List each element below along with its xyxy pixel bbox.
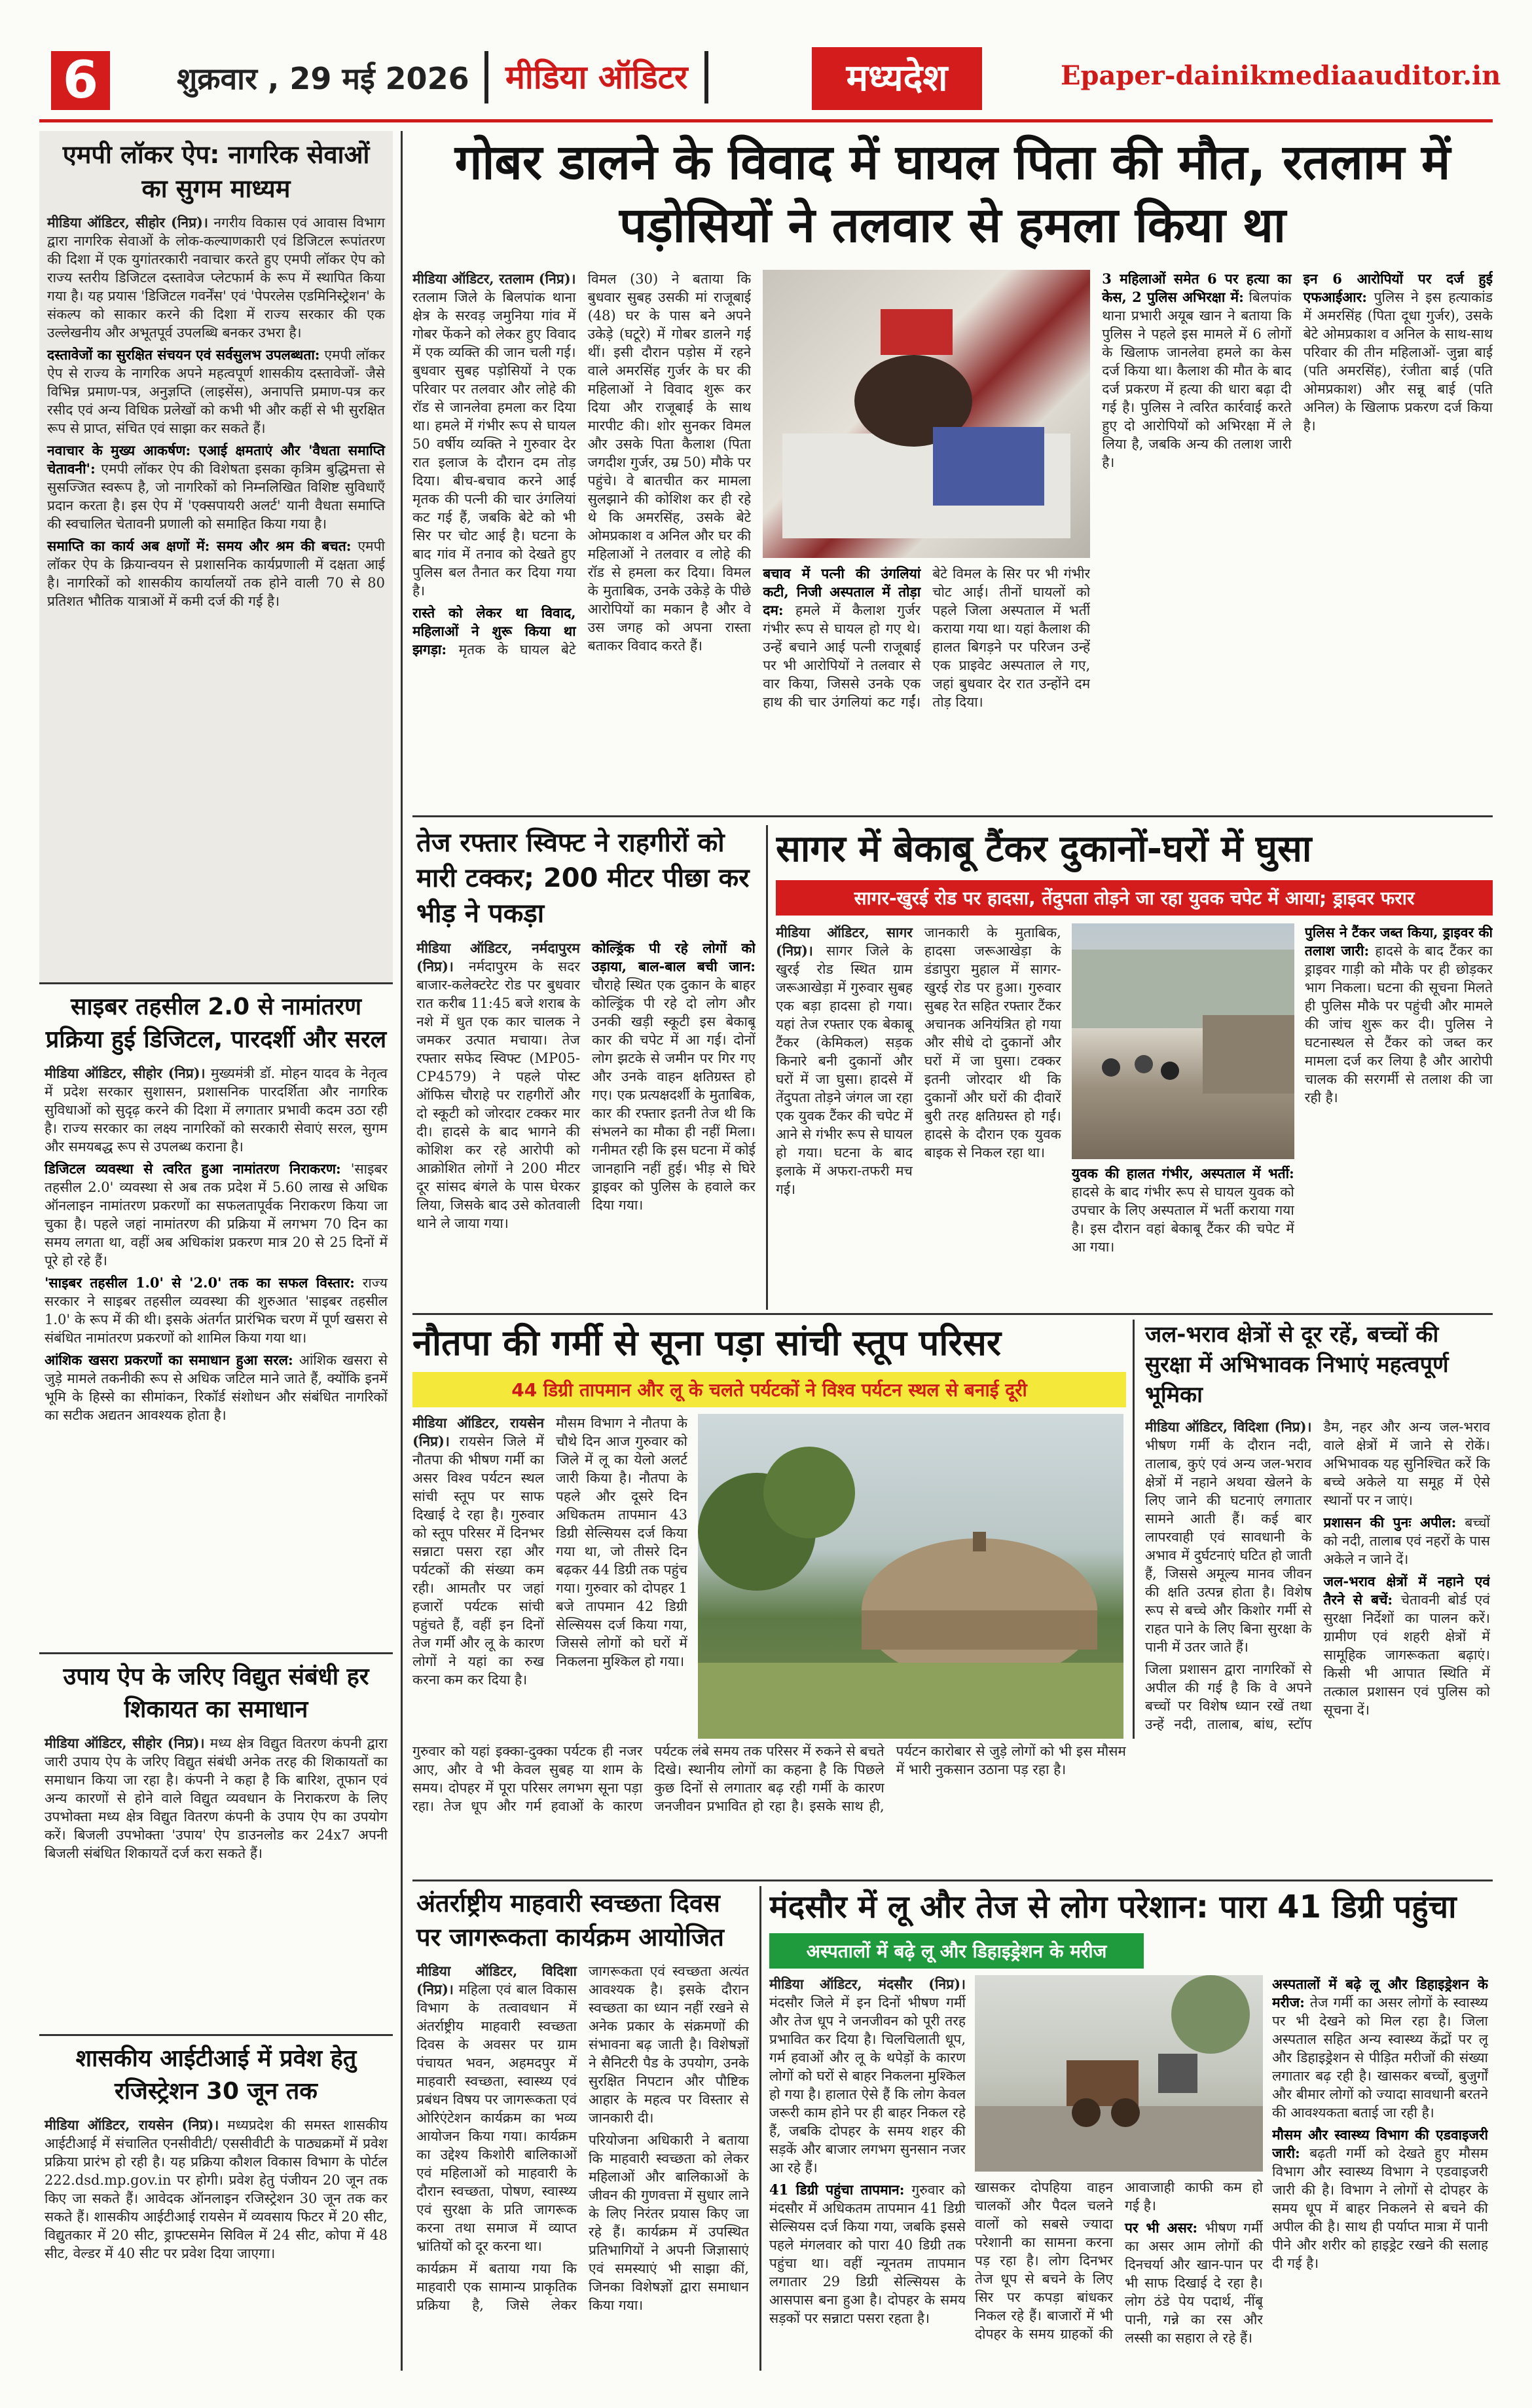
article-iti-admission bbox=[39, 2034, 393, 2371]
article-text: नर्मदापुरम के सदर बाजार-कलेक्टरेट रोड पर बुधवार रात करीब 11:45 बजे शराब के नशे में धुत एक कार चालक ने जमकर उत्पात मचाया। तेज रफ्तार सफेद स्विफ्ट (MP05-CP4579) ने पहले पोस्ट ऑफिस चौराहे पर राहगीरों और दो स्कूटी को जोरदार टक्कर मार दी। हादसे के बाद भागने की कोशिश कर रहे आरोपी को आक्रोशित लोगों ने 200 मीटर दूर सांसद बंगले के पास घेरकर लिया, जिसके बाद उसे कोतवाली थाने ले जाया गया। bbox=[416, 959, 580, 1231]
left-column bbox=[39, 131, 393, 2371]
subheading: बचाव में पत्नी की उंगलियां कटी, निजी अस्पताल में तोड़ा दम: bbox=[763, 565, 921, 618]
sanchi-continuation bbox=[412, 1742, 1126, 1873]
byline: मीडिया ऑडिटर, मंदसौर (निप्र)। bbox=[769, 1976, 966, 1992]
headline: नौतपा की गर्मी से सूना पड़ा सांची स्तूप परिसर bbox=[412, 1322, 1001, 1363]
kicker: 44 डिग्री तापमान और लू के चलते पर्यटकों ने विश्व पर्यटन स्थल से बनाई दूरी bbox=[412, 1372, 1126, 1407]
article-upay-app bbox=[39, 1652, 393, 2034]
masthead bbox=[0, 0, 1532, 124]
column-rule bbox=[401, 131, 403, 2371]
article-text: गुरुवार को यहां इक्का-दुक्का पर्यटक ही नजर आए, और वे भी केवल सुबह या शाम के समय। दोपहर में पूरा परिसर लगभग सूना पड़ा रहा। तेज धूप और गर्म हवाओं के कारण पर्यटक लंबे समय तक परिसर में रुकने से बचते दिखे। स्थानीय लोगों का कहना है कि पिछले कुछ दिनों से लगातार बढ़ रही गर्मी के कारण जनजीवन प्रभावित हो रहा है। इसके साथ ही, पर्यटन कारोबार से जुड़े लोगों को भी इस मौसम में भारी नुकसान उठाना पड़ रहा है। bbox=[412, 1743, 1126, 1814]
subheading: इन 6 आरोपियों पर दर्ज हुई एफआईआर: bbox=[1303, 270, 1493, 305]
headline: अंतर्राष्ट्रीय माहवारी स्वच्छता दिवस पर जागरूकता कार्यक्रम आयोजित bbox=[416, 1889, 724, 1952]
sagar-body-right bbox=[1305, 923, 1493, 1290]
edition-date: शुक्रवार , 29 मई 2026 bbox=[177, 61, 469, 96]
headline: शासकीय आईटीआई में प्रवेश हेतु रजिस्ट्रेशन 30 जून तक bbox=[75, 2045, 357, 2105]
byline: मीडिया ऑडिटर, रायसेन (निप्र)। bbox=[412, 1415, 544, 1449]
page-number: 6 bbox=[51, 51, 110, 110]
horizontal-rule bbox=[412, 815, 1493, 817]
column-rule bbox=[759, 1886, 761, 2371]
headline: जल-भराव क्षेत्रों से दूर रहें, बच्चों की सुरक्षा में अभिभावक निभाएं महत्वपूर्ण भूमिका bbox=[1145, 1322, 1449, 1408]
byline: मीडिया ऑडिटर, विदिशा (निप्र)। bbox=[416, 1963, 577, 1997]
headline: सागर में बेकाबू टैंकर दुकानों-घरों में घुसा bbox=[776, 828, 1312, 870]
column-rule bbox=[766, 825, 768, 1310]
section-label: मध्यदेश bbox=[812, 47, 982, 110]
article-mp-locker bbox=[39, 131, 393, 982]
article-text: चौराहे स्थित एक दुकान के बाहर कोल्ड्रिंक पी रहे दो लोग और उनकी खड़ी स्कूटी इस बेकाबू कार की चपेट में आ गई। दोनों लोग झटके से जमीन पर गिर गए और उनके वाहन क्षतिग्रस्त हो गए। एक प्रत्यक्षदर्शी के मुताबिक, कार की रफ्तार इतनी तेज थी कि संभलने का मौका ही नहीं मिला। गनीमत रही कि इस घटना में कोई जानहानि नहीं हुई। भीड़ से घिरे ड्राइवर को पुलिस के हवाले कर दिया गया। bbox=[592, 977, 756, 1213]
headline: एमपी लॉकर ऐप: नागरिक सेवाओं का सुगम माध्यम bbox=[62, 140, 370, 203]
photo-illustration bbox=[1072, 923, 1294, 1159]
photo-illustration bbox=[698, 1414, 1123, 1739]
byline: मीडिया ऑडिटर, सीहोर (निप्र)। bbox=[45, 1735, 205, 1751]
sagar-body-left bbox=[776, 923, 1061, 1290]
article-text: खासकर दोपहिया वाहन चालकों और पैदल चलने वालों को सबसे ज्यादा परेशानी का सामना करना पड़ रहा है। लोग दिनभर तेज धूप से बचने के लिए सिर पर कपड़ा बांधकर निकल रहे हैं। बाजारों में भी दोपहर के समय ग्राहकों की आवाजाही काफी कम हो गई है। bbox=[975, 2179, 1263, 2342]
article-mandsaur-heat bbox=[769, 1886, 1493, 2371]
article-text: नगरीय विकास एवं आवास विभाग द्वारा नागरिक सेवाओं के लोक-कल्याणकारी एवं डिजिटल रूपांतरण की दिशा में एक युगांतरकारी नवाचार करते हुए एमपी लॉकर ऐप को राज्य स्तरीय डिजिटल दस्तावेज प्लेटफार्म के रूप में स्थापित किया गया है। यह प्रयास 'डिजिटल गवर्नेंस' एवं 'पेपरलेस एडमिनिस्ट्रेशन' के संकल्प को साकार करने की दिशा में राज्य सरकार की एक उल्लेखनीय और अभूतपूर्व उपलब्धि बनकर उभरा है। bbox=[47, 215, 385, 341]
byline: मीडिया ऑडिटर, रायसेन (निप्र)। bbox=[45, 2117, 219, 2133]
headline: साइबर तहसील 2.0 से नामांतरण प्रक्रिया हुई डिजिटल, पारदर्शी और सरल bbox=[45, 993, 387, 1053]
lead-body-mid bbox=[763, 565, 1090, 781]
article-text: आंशिक खसरा से जुड़े मामले तकनीकी रूप से अधिक जटिल माने जाते हैं, क्योंकि इनमें भूमि के हिस्से का सीमांकन, रिकॉर्ड संशोधन और संबंधित नागरिकों का सटीक अद्यतन आवश्यक होता है। bbox=[45, 1352, 388, 1423]
subheading: 'साइबर तहसील 1.0' से '2.0' तक का सफल विस्तार: bbox=[45, 1274, 355, 1291]
article-text: राज्य सरकार ने साइबर तहसील व्यवस्था की शुरुआत 'साइबर तहसील 1.0' के रूप में की थी। इसके अंतर्गत प्रारंभिक चरण में पूर्ण खसरा से संबंधित नामांतरण प्रकरणों को शामिल किया गया था। bbox=[45, 1275, 388, 1346]
lead-body-left bbox=[412, 270, 751, 781]
lead-photo-hospital bbox=[763, 270, 1090, 558]
byline: मीडिया ऑडिटर, सागर (निप्र)। bbox=[776, 924, 913, 959]
article-text: गुरुवार को मंदसौर में अधिकतम तापमान 41 डिग्री सेल्सियस दर्ज किया गया, जबकि इससे पहले मंगलवार को पारा 40 डिग्री तक पहुंचा था। वहीं न्यूनतम तापमान लगातार 29 डिग्री सेल्सियस के आसपास बना हुआ है। दोपहर के समय सड़कों पर सन्नाटा पसरा रहता है। bbox=[769, 2182, 966, 2326]
article-cyber-tahsil bbox=[39, 982, 393, 1652]
byline: मीडिया ऑडिटर, सीहोर (निप्र)। bbox=[47, 214, 208, 231]
newspaper-brand: मीडिया ऑडिटर bbox=[484, 51, 708, 103]
article-sagar-tanker bbox=[776, 825, 1493, 1310]
article-text: हादसे के बाद गंभीर रूप से घायल युवक को उपचार के लिए अस्पताल में भर्ती कराया गया है। इस दौरान वहां बेकाबू टैंकर की चपेट में आ गया। bbox=[1071, 1184, 1294, 1255]
subheading: कोल्ड्रिंक पी रहे लोगों को उड़ाया, बाल-बाल बची जान: bbox=[592, 940, 756, 974]
masthead-rule bbox=[39, 119, 1493, 122]
photo-illustration bbox=[975, 1975, 1263, 2172]
sanchi-stupa-photo bbox=[698, 1414, 1123, 1739]
article-text: रायसेन जिले में नौतपा की भीषण गर्मी का असर विश्व पर्यटन स्थल सांची स्तूप पर साफ दिखाई दे रहा है। गुरुवार को स्तूप परिसर में दिनभर सन्नाटा पसरा रहा और पर्यटकों की संख्या कम रही। आमतौर पर जहां हजारों पर्यटक सांची पहुंचते हैं, वहीं इन दिनों तेज गर्मी और लू के कारण लोगों ने यहां का रुख करना कम कर दिया है। bbox=[412, 1434, 544, 1688]
subheading: पर भी असर: bbox=[1125, 2219, 1198, 2236]
article-text: परियोजना अधिकारी ने बताया कि माहवारी स्वच्छता को लेकर महिलाओं और बालिकाओं के जीवन की गुणवत्ता में सुधार लाने के लिए निरंतर प्रयास किए जा रहे हैं। कार्यक्रम में उपस्थित प्रतिभागियों ने अपनी जिज्ञासाएं एवं समस्याएं भी साझा कीं, जिनका विशेषज्ञों द्वारा समाधान किया गया। bbox=[589, 2132, 749, 2313]
article-text: बिलपांक थाना प्रभारी अयूब खान ने बताया कि पुलिस ने पहले इस मामले में 6 लोगों के खिलाफ जानलेवा हमले का केस दर्ज किया था। कैलाश की मौत के बाद दर्ज प्रकरण में हत्या की धारा बढ़ा दी गई है। पुलिस ने त्वरित कार्रवाई करते हुए दो आरोपियों को अभिरक्षा में ले लिया है, जबकि अन्य की तलाश जारी है। bbox=[1102, 289, 1292, 470]
mandsaur-body-left bbox=[769, 1975, 966, 2355]
article-text: मध्य क्षेत्र विद्युत वितरण कंपनी द्वारा जारी उपाय ऐप के जरिए विद्युत संबंधी अनेक तरह की शिकायतों का समाधान किया जा रहा है। कंपनी ने कहा है कि बारिश, तूफान एवं अन्य कारणों से होने वाले विद्युत व्यवधान के निराकरण के लिए उपभोक्ता मध्य क्षेत्र विद्युत वितरण कंपनी के उपाय ऐप का उपयोग करें। बिजली उपभोक्ता 'उपाय' ऐप डाउनलोड कर 24x7 अपनी बिजली संबंधित शिकायतें दर्ज करा सकते हैं। bbox=[45, 1735, 388, 1861]
subheading: आंशिक खसरा प्रकरणों का समाधान हुआ सरल: bbox=[45, 1352, 293, 1368]
article-text: मुख्यमंत्री डॉ. मोहन यादव के नेतृत्व में प्रदेश सरकार सुशासन, प्रशासनिक पारदर्शिता और नागरिक सुविधाओं को सुदृढ़ करने की दिशा में लगातार प्रभावी कदम उठा रही है। राज्य सरकार का लक्ष्य नागरिकों को सरकारी सेवाएं सरल, सुगम और समयबद्ध रूप से उपलब्ध कराना है। bbox=[45, 1065, 388, 1155]
article-text: एमपी लॉकर ऐप से राज्य के नागरिक अपने महत्वपूर्ण शासकीय दस्तावेजों- जैसे विभिन्न प्रमाण-पत्र, अनुज्ञप्ति (लाइसेंस), अनापत्ति प्रमाण-पत्र कर रसीद एवं अन्य विधिक प्रलेखों को कभी भी और कहीं से भी सुरक्षित रूप से प्राप्त, संचित एवं साझा कर सकते हैं। bbox=[47, 347, 385, 436]
article-text: तेज गर्मी का असर लोगों के स्वास्थ्य पर भी देखने को मिल रहा है। जिला अस्पताल सहित अन्य स्वास्थ्य केंद्रों पर लू और डिहाइड्रेशन से पीड़ित मरीजों की संख्या लगातार बढ़ रही है। खासकर बच्चों, बुजुर्गों और बीमार लोगों को ज्यादा सावधानी बरतने की आवश्यकता बताई जा रही है। bbox=[1272, 1995, 1488, 2121]
horizontal-rule bbox=[412, 1313, 1493, 1315]
sanchi-body-left bbox=[412, 1414, 687, 1739]
article-text: हादसे के बाद टैंकर का ड्राइवर गाड़ी को मौके पर ही छोड़कर भाग निकला। घटना की सूचना मिलते ही पुलिस मौके पर पहुंची और मामले की जांच शुरू कर दी। पुलिस ने घटनास्थल से टैंकर को जब्त कर मामला दर्ज कर लिया है और आरोपी चालक की सरगर्मी से तलाश की जा रही है। bbox=[1304, 943, 1493, 1105]
kicker: सागर-खुरई रोड पर हादसा, तेंदुपता तोड़ने जा रहा युवक चपेट में आया; ड्राइवर फरार bbox=[776, 880, 1493, 916]
subheading: जल-भराव क्षेत्रों में नहाने एवं तैरने से बचें: bbox=[1323, 1573, 1490, 1608]
article-text: भीषण गर्मी का असर आम लोगों की दिनचर्या और खान-पान पर भी साफ दिखाई दे रहा है। लोग ठंडे पेय पदार्थ, नींबू पानी, गन्ने का रस और लस्सी का सहारा ले रहे हैं। bbox=[1125, 2220, 1263, 2346]
subheading: समाप्ति का कार्य अब क्षणों में: समय और श्रम की बचत: bbox=[47, 538, 352, 554]
headline: तेज रफ्तार स्विफ्ट ने राहगीरों को मारी टक्कर; 200 मीटर पीछा कर भीड़ ने पकड़ा bbox=[416, 828, 750, 929]
article-menstrual-hygiene bbox=[412, 1886, 753, 2371]
subheading: दस्तावेजों का सुरक्षित संचयन एवं सर्वसुलभ उपलब्धता: bbox=[47, 346, 320, 363]
kicker: अस्पतालों में बढ़े लू और डिहाइड्रेशन के मरीज bbox=[769, 1933, 1144, 1969]
subheading: 3 महिलाओं समेत 6 पर हत्या का केस, 2 पुलिस अभिरक्षा में: bbox=[1102, 270, 1292, 305]
photo-illustration bbox=[763, 270, 1090, 558]
article-text: सागर जिले के खुरई रोड स्थित ग्राम जरूआखेड़ा में गुरुवार सुबह एक बड़ा हादसा हो गया। यहां तेज रफ्तार एक बेकाबू टैंकर (केमिकल) सड़क किनारे बनी दुकानों और घरों में जा घुसा। हादसे में तेंदुपता तोड़ने जंगल जा रहा एक युवक टैंकर की चपेट में आने से गंभीर रूप से घायल हो गया। घटना के बाद इलाके में अफरा-तफरी मच गई। bbox=[776, 943, 913, 1197]
mandsaur-body-right bbox=[1272, 1975, 1488, 2355]
subheading: रास्ते को लेकर था विवाद, महिलाओं ने शुरू किया था झगड़ा: bbox=[412, 604, 576, 658]
subheading: मौसम और स्वास्थ्य विभाग की एडवाइजरी जारी: bbox=[1272, 2126, 1488, 2161]
subheading: अस्पतालों में बढ़े लू और डिहाइड्रेशन के मरीज: bbox=[1272, 1976, 1488, 2010]
article-text: मंदसौर जिले में इन दिनों भीषण गर्मी और तेज धूप ने जनजीवन को पूरी तरह प्रभावित कर दिया है। चिलचिलाती धूप, गर्म हवाओं और लू के थपेड़ों के कारण लोगों को घरों से बाहर निकलना मुश्किल हो गया है। हालात ऐसे हैं कि लोग केवल जरूरी काम होने पर ही बाहर निकल रहे हैं, जबकि दोपहर के समय शहर की सड़कें और बाजार लगभग सुनसान नजर आ रहे हैं। bbox=[769, 1995, 966, 2176]
article-text: भीषण गर्मी के दौरान नदी, तालाब, कुएं एवं अन्य जल-भराव क्षेत्रों में नहाने अथवा खेलने के लिए जाने की घटनाएं लगातार सामने आती हैं। कई बार लापरवाही एवं सावधानी के अभाव में दुर्घटनाएं घटित हो जाती हैं, जिससे अमूल्य मानव जीवन की क्षति उत्पन्न होता है। विशेष रूप से बच्चे और किशोर गर्मी से राहत पाने के लिए बिना सुरक्षा के पानी में उतर जाते हैं। bbox=[1145, 1437, 1312, 1655]
byline: मीडिया ऑडिटर, नर्मदापुरम (निप्र)। bbox=[416, 940, 580, 974]
article-text: चेतावनी बोर्ड एवं सुरक्षा निर्देशों का पालन करें। ग्रामीण एवं शहरी क्षेत्रों में सामूहिक जागरूकता बढ़ाएं। किसी भी आपात स्थिति में तत्काल प्रशासन एवं पुलिस को सूचना दें। bbox=[1323, 1592, 1490, 1718]
article-text: एमपी लॉकर ऐप के क्रियान्वयन से प्रशासनिक कार्यप्रणाली में दक्षता आई है। नागरिकों को शासकीय कार्यालयों तक होने वाली 70 से 80 प्रतिशत भौतिक यात्राओं में कमी दर्ज की गई है। bbox=[47, 538, 385, 609]
article-text: मौसम विभाग ने नौतपा के चौथे दिन आज गुरुवार को जिले में लू का येलो अलर्ट जारी किया है। नौतपा के पहले और दूसरे दिन अधिकतम तापमान 43 डिग्री सेल्सियस दर्ज किया गया था, जो तीसरे दिन बढ़कर 44 डिग्री तक पहुंच गया। गुरुवार को दोपहर 1 बजे तापमान 42 डिग्री सेल्सियस दर्ज किया गया, जिससे लोगों को घरों में निकलना मुश्किल हो गया। bbox=[556, 1415, 687, 1669]
article-text: पुलिस ने इस हत्याकांड में अमरसिंह (पिता दूधा गुर्जर), उसके बेटे ओमप्रकाश व अनिल के साथ-साथ परिवार की तीन महिलाओं- जुन्ना बाई (पति अमरसिंह), रंजीता बाई (पति ओमप्रकाश) और सन्नू बाई (पति अनिल) के खिलाफ प्रकरण दर्ज किया है। bbox=[1303, 289, 1493, 434]
article-text: जिला प्रशासन द्वारा नागरिकों से अपील की गई है कि वे अपने बच्चों पर विशेष ध्यान रखें तथा उन्हें नदी, तालाब, बांध, स्टॉप डैम, नहर और अन्य जल-भराव वाले क्षेत्रों में जाने से रोकें। अभिभावक यह सुनिश्चित करें कि बच्चे अकेले या समूह में ऐसे स्थानों पर न जाएं। bbox=[1145, 1419, 1490, 1732]
subheading: प्रशासन की पुनः अपील: bbox=[1323, 1514, 1457, 1530]
byline: मीडिया ऑडिटर, विदिशा (निप्र)। bbox=[1145, 1418, 1312, 1435]
lead-article bbox=[412, 131, 1493, 812]
article-text: मृतक के घायल बेटे विमल (30) ने बताया कि बुधवार सुबह उसकी मां राजूबाई (48) घर के पास बने अपने उकेड़े (घटूरे) में गोबर डालने गई थीं। इसी दौरान पड़ोस में रहने वाले अमरसिंह गुर्जर के घर की महिलाओं ने विवाद शुरू कर दिया और राजूबाई के साथ मारपीट की। शोर सुनकर विमल और उसके पिता कैलाश (पिता जगदीश गुर्जर, उम्र 50) मौके पर पहुंचे। वे बातचीत कर मामला सुलझाने की कोशिश कर ही रहे थे कि अमरसिंह, उसके बेटे ओमप्रकाश व अनिल और घर की महिलाओं ने तलवार व लोहे की रॉड से हमला कर दिया। विमल के मुताबिक, उनके उकेड़े के पीछे आरोपियों का मकान है और वे उस जगह को अपना रास्ता बताकर विवाद करते हैं। bbox=[458, 271, 752, 658]
article-swift-accident bbox=[412, 825, 759, 1310]
headline: उपाय ऐप के जरिए विद्युत संबंधी हर शिकायत का समाधान bbox=[63, 1663, 369, 1723]
article-sanchi-stupa bbox=[412, 1320, 1126, 1739]
subheading: डिजिटल व्यवस्था से त्वरित हुआ नामांतरण निराकरण: bbox=[45, 1160, 341, 1177]
subheading: पुलिस ने टैंकर जब्त किया, ड्राइवर की तलाश जारी: bbox=[1304, 924, 1493, 959]
mandsaur-street-photo bbox=[975, 1975, 1263, 2172]
lead-body-right bbox=[1102, 270, 1493, 781]
byline: मीडिया ऑडिटर, सीहोर (निप्र)। bbox=[45, 1065, 206, 1081]
article-text: महिला एवं बाल विकास विभाग के तत्वावधान में अंतर्राष्ट्रीय माहवारी स्वच्छता दिवस के अवसर पर ग्राम पंचायत भवन, अहमदपुर में माहवारी स्वच्छता, स्वास्थ्य एवं प्रबंधन विषय पर जागरूकता एवं ओरिएंटेशन कार्यक्रम का भव्य आयोजन किया गया। कार्यक्रम का उद्देश्य किशोरी बालिकाओं एवं महिलाओं को माहवारी के दौरान स्वच्छता, पोषण, स्वास्थ्य एवं सुरक्षा के प्रति जागरूक करना तथा समाज में व्याप्त भ्रांतियों को दूर करना था। bbox=[416, 1982, 577, 2254]
article-text: कार्यक्रम में बताया गया कि माहवारी एक सामान्य प्राकृतिक प्रक्रिया है, जिसे लेकर जागरूकता एवं स्वच्छता अत्यंत आवश्यक है। इसके दौरान स्वच्छता का ध्यान नहीं रखने से अनेक प्रकार के संक्रमणों की संभावना बढ़ जाती है। विशेषज्ञों ने सैनिटरी पैड के उपयोग, उनके सुरक्षित निपटान और पौष्टिक आहार के महत्व पर विस्तार से जानकारी दी। bbox=[416, 1963, 749, 2313]
article-text: हमले में कैलाश गुर्जर गंभीर रूप से घायल हो गए थे। उन्हें बचाने आई पत्नी राजूबाई पर भी आरोपियों ने तलवार से वार किया, जिससे उनके एक हाथ की चार उंगलियां कट गईं। बेटे विमल के सिर पर भी गंभीर चोट आई। तीनों घायलों को पहले जिला अस्पताल में भर्ती कराया गया था। यहां कैलाश की हालत बिगड़ने पर परिजन उन्हें एक प्राइवेट अस्पताल ले गए, जहां बुधवार देर रात उन्होंने दम तोड़ दिया। bbox=[763, 566, 1091, 710]
article-text: रतलाम जिले के बिलपांक थाना क्षेत्र के सरवड़ जमुनिया गांव में गोबर फेंकने को लेकर हुए विवाद में एक व्यक्ति की जान चली गई। बुधवार सुबह पड़ोसियों ने एक परिवार पर तलवार और लोहे की रॉड से जानलेवा हमला कर दिया था। हमले में गंभीर रूप से घायल 50 वर्षीय व्यक्ति ने गुरुवार देर रात इलाज के दौरान दम तोड़ दिया। बीच-बचाव करने आई मृतक की पत्नी की चार उंगलियां कट गई हैं, जबकि बेटे को भी सिर पर चोट आई है। घटना के बाद गांव में तनाव को देखते हुए पुलिस बल तैनात कर दिया गया है। bbox=[412, 289, 576, 599]
sagar-photo-tanker-site bbox=[1072, 923, 1294, 1159]
epaper-link[interactable]: Epaper-dainikmediaauditor.in bbox=[1061, 60, 1501, 91]
article-text: 'साइबर तहसील 2.0' व्यवस्था से अब तक प्रदेश में 5.60 लाख से अधिक ऑनलाइन नामांतरण प्रकरणों का सफलतापूर्वक निराकरण किया जा चुका है। पहले जहां नामांतरण की प्रक्रिया में लगभग 70 दिन का समय लगता था, वहीं अब अधिकांश प्रकरण मात्र 20 से 25 दिनों में पूरे हो रहे हैं। bbox=[45, 1161, 388, 1269]
subheading: नवाचार के मुख्य आकर्षण: एआई क्षमताएं और 'वैधता समाप्ति चेतावनी': bbox=[47, 442, 385, 477]
article-text: जानकारी के मुताबिक, हादसा जरूआखेड़ा के डंडापुरा मुहाल में सागर-खुरई रोड पर हुआ। गुरुवार सुबह रेत सहित रफ्तार टैंकर अचानक अनियंत्रित हो गया और सीधे दो दुकानों और घरों में जा घुसा। टक्कर इतनी जोरदार थी कि दुकानों और घरों की दीवारें बुरी तरह क्षतिग्रस्त हो गईं। हादसे के दौरान एक युवक बाइक से निकल रहा था। bbox=[924, 925, 1061, 1160]
horizontal-rule bbox=[412, 1880, 1493, 1881]
article-text: बच्चों को नदी, तालाब एवं नहरों के पास अकेले न जाने दें। bbox=[1323, 1515, 1490, 1567]
article-text: मध्यप्रदेश की समस्त शासकीय आईटीआई में संचालित एनसीवीटी/ एससीवीटी के पाठ्यक्रमों में प्रवेश प्रक्रिया प्रारंभ हो रही है। यह प्रक्रिया कौशल विकास विभाग के पोर्टल 222.dsd.mp.gov.in पर होगी। प्रवेश हेतु पंजीयन 20 जून तक किए जा सकते हैं। आवेदक ऑनलाइन रजिस्ट्रेशन 30 जून तक कर सकते हैं। शासकीय आईटीआई रायसेन में व्यवसाय फिटर में 20 सीट, विद्युतकार में 20 सीट, ड्राफ्टसमेन सिविल में 24 सीट, कोपा में 48 सीट, वेल्डर में 40 सीट पर प्रवेश दिया जाएगा। bbox=[45, 2117, 388, 2261]
subheading: युवक की हालत गंभीर, अस्पताल में भर्ती: bbox=[1071, 1165, 1294, 1181]
column-rule bbox=[1133, 1320, 1135, 1739]
lead-headline: गोबर डालने के विवाद में घायल पिता की मौत, रतलाम में पड़ोसियों ने तलवार से हमला किया था bbox=[454, 134, 1451, 253]
article-text: एमपी लॉकर ऐप की विशेषता इसका कृत्रिम बुद्धिमत्ता से सुसज्जित स्वरूप है, जो नागरिकों को निम्नलिखित विशिष्ट सुविधाएँ प्रदान करता है। इस ऐप में 'एक्सपायरी अलर्ट' यानी वैधता समाप्ति की स्वचालित चेतावनी प्रणाली को समाहित किया गया है। bbox=[47, 461, 385, 532]
byline: मीडिया ऑडिटर, रतलाम (निप्र)। bbox=[412, 270, 576, 287]
subheading: 41 डिग्री पहुंचा तापमान: bbox=[769, 2181, 905, 2198]
article-text: बढ़ती गर्मी को देखते हुए मौसम विभाग और स्वास्थ्य विभाग ने एडवाइजरी जारी की है। विभाग ने लोगों से दोपहर के समय धूप में बाहर निकलने से बचने की अपील की है। साथ ही पर्याप्त मात्रा में पानी पीने और शरीर को हाइड्रेट रखने की सलाह दी गई है। bbox=[1272, 2145, 1488, 2271]
headline: मंदसौर में लू और तेज से लोग परेशान: पारा 41 डिग्री पहुंचा bbox=[769, 1889, 1457, 1925]
